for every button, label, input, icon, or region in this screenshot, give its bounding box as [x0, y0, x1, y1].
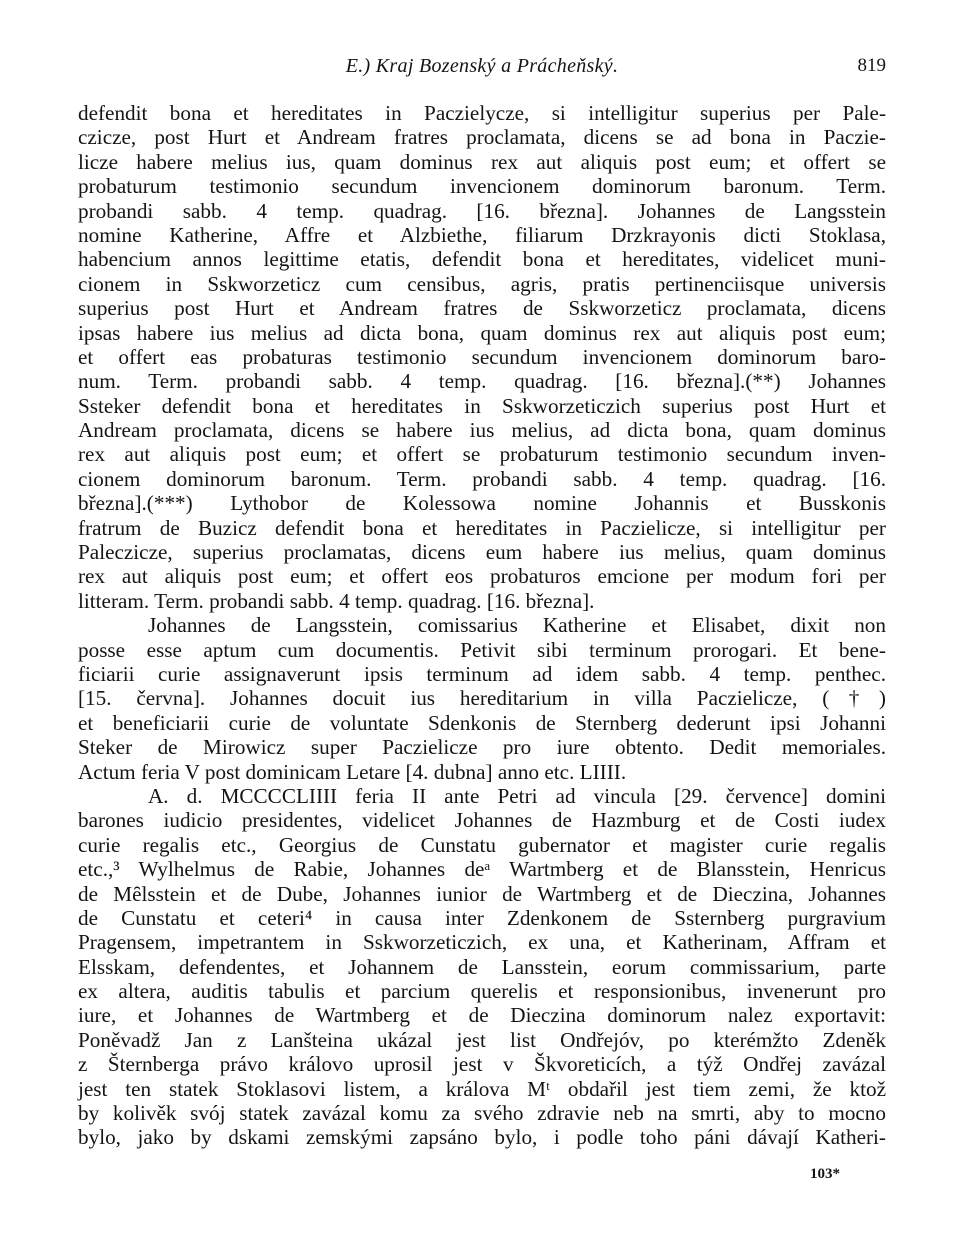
body-text [78, 101, 886, 1174]
text-line: cionem dominorum baronum. Term. probandi sabb. 4 temp. quadrag. [16. [78, 466, 886, 491]
text-line: et beneficiarii curie de voluntate Sdenkonis de Sternberg dederunt ipsi Johanni [78, 710, 886, 735]
text-line: by kolivěk svój statek zavázal komu za svého zdravie neb na smrti, aby to mocno [78, 1101, 886, 1126]
page-number: 819 [857, 55, 886, 76]
text-line: etc.,³ Wylhelmus de Rabie, Johannes deᵃ Wartmberg et de Blansstein, Henricus [78, 857, 886, 882]
text-line: probaturum testimonio secundum invencionem dominorum baronum. Term. [78, 174, 886, 199]
text-line: Paleczicze, superius proclamatas, dicens eum habere ius melius, quam dominus [78, 540, 886, 565]
text-line: Poněvadž Jan z Lanšteina ukázal jest list Ondřejóv, po kterémžto Zdeněk [78, 1027, 886, 1052]
text-line: czicze, post Hurt et Andream fratres proclamata, dicens se ad bona in Paczie- [78, 125, 886, 150]
text-line: [15. června]. Johannes docuit ius hereditarium in villa Paczielicze, (†) [78, 686, 886, 711]
running-title: E.) Kraj Bozenský a Prácheňský. [345, 55, 619, 77]
text-line: Steker de Mirowicz super Paczielicze pro iure obtento. Dedit memoriales. [78, 735, 886, 760]
running-head [78, 55, 886, 83]
text-line: Andream proclamata, dicens se habere ius melius, ad dicta bona, quam dominus [78, 418, 886, 443]
text-line: iure, et Johannes de Wartmberg et de Dieczina dominorum nalez exportavit: [78, 1003, 886, 1028]
text-line: bylo, jako by dskami zemskými zapsáno bylo, i podle toho páni dávají Katheri- [78, 1125, 886, 1150]
text-line: ficiarii curie assignaverunt ipsis terminum ad idem sabb. 4 temp. penthec. [78, 661, 886, 686]
text-line: rex aut aliquis post eum; et offert eos probaturos emcione per modum fori per [78, 564, 886, 589]
text-line: barones iudicio presidentes, videlicet Johannes de Hazmburg et de Costi iudex [78, 808, 886, 833]
text-line: litteram. Term. probandi sabb. 4 temp. quadrag. [16. března]. [78, 588, 595, 613]
text-line: cionem in Sskworzeticz cum censibus, agris, pratis pertinenciisque universis [78, 271, 886, 296]
text-line: superius post Hurt et Andream fratres de Sskworzeticz proclamata, dicens [78, 296, 886, 321]
text-line: Actum feria V post dominicam Letare [4. dubna] anno etc. LIIII. [78, 759, 627, 784]
text-line: rex aut aliquis post eum; et offert se probaturum testimonio secundum inven- [78, 442, 886, 467]
text-line: Ssteker defendit bona et hereditates in Sskworzeticzich superius post Hurt et [78, 393, 886, 418]
text-line: num. Term. probandi sabb. 4 temp. quadrag. [16. března].(**) Johannes [78, 369, 886, 394]
text-line: března].(***) Lythobor de Kolessowa nomine Johannis et Busskonis [78, 491, 886, 516]
text-line: probandi sabb. 4 temp. quadrag. [16. března]. Johannes de Langsstein [78, 198, 886, 223]
text-line: defendit bona et hereditates in Paczielycze, si intelligitur superius per Pale- [78, 101, 886, 125]
text-line: habencium annos legittime etatis, defendit bona et hereditates, videlicet muni- [78, 247, 886, 272]
text-line: curie regalis etc., Georgius de Cunstatu gubernator et magister curie regalis [78, 832, 886, 857]
text-line: et offert eas probaturas testimonio secundum invencionem dominorum baro- [78, 344, 886, 369]
text-line: posse esse aptum cum documentis. Petivit sibi terminum prorogari. Et bene- [78, 637, 886, 662]
text-line: licze habere melius ius, quam dominus rex aut aliquis post eum; et offert se [78, 149, 886, 174]
text-line: de Mȇlsstein et de Dube, Johannes iunior de Wartmberg et de Dieczina, Johannes [78, 881, 886, 906]
text-line: ipsas habere ius melius ad dicta bona, quam dominus rex aut aliquis post eum; [78, 320, 886, 345]
text-line: A. d. MCCCCLIIII feria II ante Petri ad vincula [29. července] domini [148, 783, 886, 808]
text-line: Johannes de Langsstein, comissarius Katherine et Elisabet, dixit non [148, 613, 886, 638]
signature-mark: 103* [810, 1166, 840, 1182]
text-line: Pragensem, impetrantem in Sskworzeticzich, ex una, et Katherinam, Affram et [78, 930, 886, 955]
text-line: nomine Katherine, Affre et Alzbiethe, filiarum Drzkrayonis dicti Stoklasa, [78, 222, 886, 247]
text-line: z Šternberga právo královo uprosil jest v Škvoreticích, a týž Ondřej zavázal [78, 1052, 886, 1077]
text-line [78, 1150, 886, 1174]
text-line: ex altera, auditis tabulis et parcium querelis et responsionibus, invenerunt pro [78, 979, 886, 1004]
text-line: Elsskam, defendentes, et Johannem de Lansstein, eorum commissarium, parte [78, 954, 886, 979]
text-line: jest ten statek Stoklasovi listem, a králova Mᵗ obdařil jest tiem zemi, že ktož [78, 1076, 886, 1101]
text-line: fratrum de Buzicz defendit bona et hereditates in Paczielicze, si intelligitur per [78, 515, 886, 540]
text-line: de Cunstatu et ceteri⁴ in causa inter Zdenkonem de Ssternberg purgravium [78, 905, 886, 930]
